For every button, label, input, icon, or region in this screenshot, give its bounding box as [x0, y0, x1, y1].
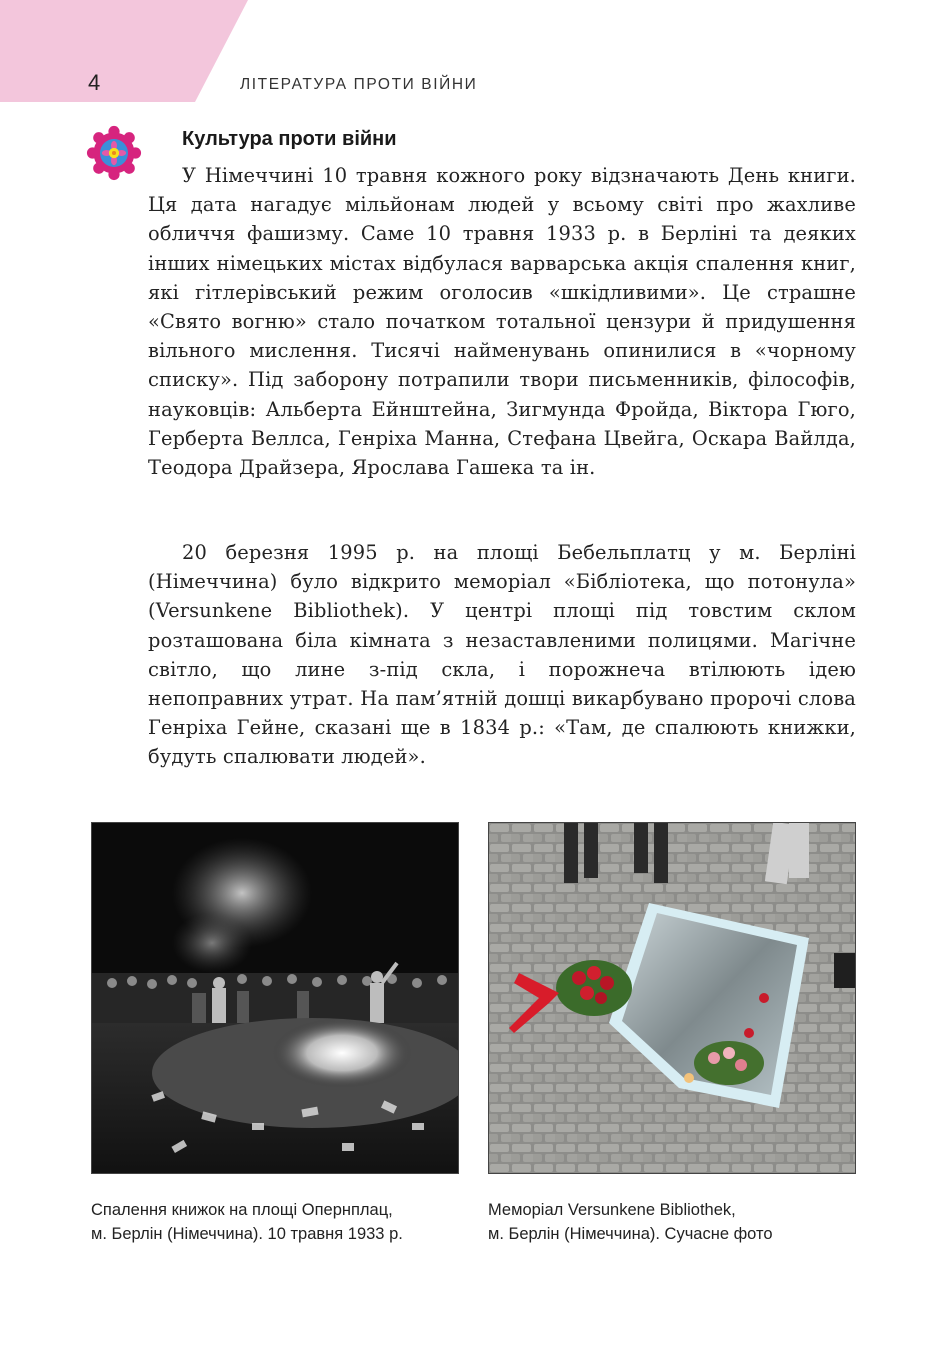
paragraph-memorial: 20 березня 1995 р. на площі Бебельплатц у м. Берліні (Німеччина) було відкрито меморіал «Бібліотека, що потонула» (Versunkene Bibliothek). У центрі площі під товстим склом розташована біла кімната з незаставленими полицями. Магічне світло, що лине з-під скла, і порожнеча втілюють ідею непоправних утрат. На пам’ятній дошці викарбувано пророчі слова Генріха Гейне, сказані ще в 1834 р.: «Там, де спалюють книжки, будуть спалювати людей».: [148, 541, 856, 769]
caption-line: Спалення книжок на площі Опернплац,: [91, 1201, 393, 1219]
photo-book-burning: [91, 822, 459, 1174]
caption-line: Меморіал Versunkene Bibliothek,: [488, 1201, 736, 1219]
mandala-icon: [86, 125, 142, 181]
page-number: 4: [88, 70, 101, 95]
caption-line: м. Берлін (Німеччина). 10 травня 1933 р.: [91, 1225, 403, 1243]
paragraph-book-burning: У Німеччині 10 травня кожного року відзначають День книги. Ця дата нагадує мільйонам людей у всьому світі про жахливе обличчя фашизму. Саме 10 травня 1933 р. в Берліні та деяких інших німецьких містах відбулася варварська акція спалення книг, які гітлерівський режим оголосив «шкідливими». Це страшне «Свято вогню» стало початком тотальної цензури й придушення вільного мислення. Тисячі найменувань опинилися в «чорному списку». Під заборону потрапили твори письменників, філософів, науковців: Альберта Ейнштейна, Зигмунда Фройда, Віктора Гюго, Герберта Веллса, Генріха Манна, Стефана Цвейга, Оскара Вайлда, Теодора Драйзера, Ярослава Гашека та ін.: [148, 164, 856, 480]
photo-memorial: [488, 822, 856, 1174]
caption-memorial: [488, 1198, 868, 1246]
section-title: Культура проти війни: [182, 128, 397, 150]
caption-line: м. Берлін (Німеччина). Сучасне фото: [488, 1225, 773, 1243]
caption-book-burning: [91, 1198, 471, 1246]
running-header: ЛІТЕРАТУРА ПРОТИ ВІЙНИ: [240, 76, 478, 93]
